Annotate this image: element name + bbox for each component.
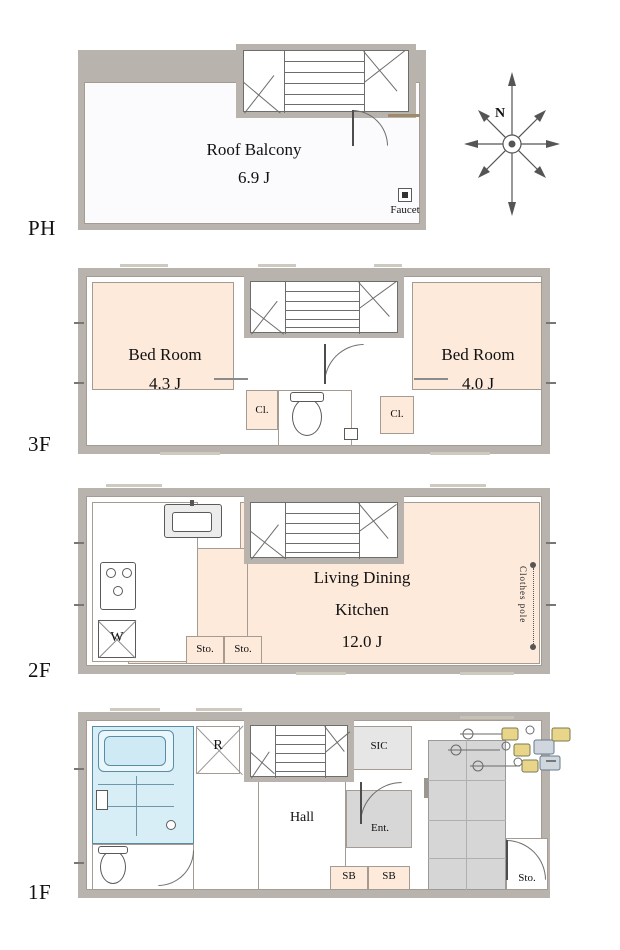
shower-fixture-icon bbox=[96, 790, 108, 810]
f2-window-tick-4 bbox=[546, 604, 556, 606]
f2-window-bottom-right bbox=[460, 672, 514, 675]
f1-side-wall-tick bbox=[424, 778, 428, 798]
f3-window-bottom-left bbox=[160, 452, 220, 455]
f2-ldk-area: 12.0 J bbox=[341, 632, 383, 651]
bath-drain-icon bbox=[166, 820, 176, 830]
f3-bedroom-right-name: Bed Room bbox=[441, 345, 515, 364]
f3-bedroom-left-name: Bed Room bbox=[128, 345, 202, 364]
f1-window-tick-3 bbox=[546, 760, 556, 762]
floor-label-1f: 1F bbox=[28, 880, 52, 904]
compass-rose bbox=[462, 70, 562, 220]
toilet-tank-icon bbox=[290, 392, 324, 402]
f3-sink-icon bbox=[344, 428, 358, 440]
f1-toilet-tank-icon bbox=[98, 846, 128, 854]
bicycle-symbols bbox=[440, 716, 574, 786]
f2-storage-1-label: Sto. bbox=[196, 643, 214, 655]
f1-entrance-label: Ent. bbox=[370, 822, 390, 834]
f2-window-tick-1 bbox=[74, 542, 84, 544]
f3-bedroom-left-area: 4.3 J bbox=[148, 374, 182, 393]
ph-faucet-label: Faucet bbox=[390, 204, 420, 216]
clothes-pole-line bbox=[533, 568, 534, 644]
f2-window-tick-3 bbox=[546, 542, 556, 544]
ph-staircase bbox=[243, 50, 409, 112]
floor-label-2f: 2F bbox=[28, 658, 52, 682]
f3-window-tick-4 bbox=[546, 382, 556, 384]
f2-ldk-name2: Kitchen bbox=[335, 600, 389, 619]
clothes-pole-anchor-top bbox=[530, 562, 536, 568]
f3-staircase bbox=[250, 281, 398, 333]
f2-storage-2-label: Sto. bbox=[234, 643, 252, 655]
f1-shoebox-2-label: SB bbox=[382, 870, 396, 882]
f3-bedroom-right-area: 4.0 J bbox=[461, 374, 495, 393]
bath-floor-line-3 bbox=[136, 776, 137, 836]
toilet-bowl-icon bbox=[292, 398, 322, 436]
stove-burner-1 bbox=[106, 568, 116, 578]
kitchen-sink-basin bbox=[172, 512, 212, 532]
f3-window-tick-2 bbox=[74, 382, 84, 384]
floor-label-ph: PH bbox=[28, 216, 56, 240]
bathtub-inner bbox=[104, 736, 166, 766]
f1-shoebox-1-label: SB bbox=[342, 870, 356, 882]
f1-window-top-mid bbox=[196, 708, 242, 711]
f2-window-top-right bbox=[430, 484, 486, 487]
f3-door-right bbox=[414, 378, 448, 380]
stove-burner-3 bbox=[113, 586, 123, 596]
f3-window-top-mid bbox=[258, 264, 296, 267]
f3-window-top-right bbox=[374, 264, 402, 267]
faucet-dot bbox=[402, 192, 408, 198]
clothes-pole-label: Clothes pole bbox=[518, 566, 528, 624]
f1-window-top-left bbox=[110, 708, 160, 711]
f2-window-tick-2 bbox=[74, 604, 84, 606]
f3-window-top-left bbox=[120, 264, 168, 267]
stove-burner-2 bbox=[122, 568, 132, 578]
f3-closet-left-label: Cl. bbox=[255, 404, 269, 416]
f3-door-left bbox=[214, 378, 248, 380]
f2-window-bottom-mid bbox=[296, 672, 346, 675]
ph-room-name: Roof Balcony bbox=[206, 140, 302, 159]
f1-staircase bbox=[250, 725, 348, 777]
f3-window-tick-1 bbox=[74, 322, 84, 324]
f1-toilet-bowl-icon bbox=[100, 850, 126, 884]
fridge-label: R bbox=[213, 738, 223, 753]
f3-window-tick-3 bbox=[546, 322, 556, 324]
f1-storage-door-leaf bbox=[506, 840, 508, 880]
f1-storage-right-label: Sto. bbox=[518, 872, 536, 884]
compass-north-label: N bbox=[494, 106, 506, 121]
floor-label-3f: 3F bbox=[28, 432, 52, 456]
kitchen-faucet-icon bbox=[190, 500, 194, 506]
f2-window-top-left bbox=[106, 484, 162, 487]
clothes-pole-anchor-bottom bbox=[530, 644, 536, 650]
f3-door-leaf-center bbox=[324, 344, 326, 384]
f1-sic-label: SIC bbox=[370, 740, 388, 752]
f1-entrance-door-leaf bbox=[360, 782, 362, 824]
f3-window-bottom-right bbox=[430, 452, 490, 455]
f1-window-tick-2 bbox=[74, 862, 84, 864]
f2-ldk-name: Living Dining bbox=[313, 568, 411, 587]
washer-label: W bbox=[110, 630, 124, 645]
ph-room-area: 6.9 J bbox=[237, 168, 271, 187]
f2-staircase bbox=[250, 502, 398, 558]
ph-railing bbox=[388, 114, 420, 117]
f1-hall-label: Hall bbox=[289, 810, 315, 825]
f3-closet-right-label: Cl. bbox=[390, 408, 404, 420]
f1-window-tick-1 bbox=[74, 768, 84, 770]
